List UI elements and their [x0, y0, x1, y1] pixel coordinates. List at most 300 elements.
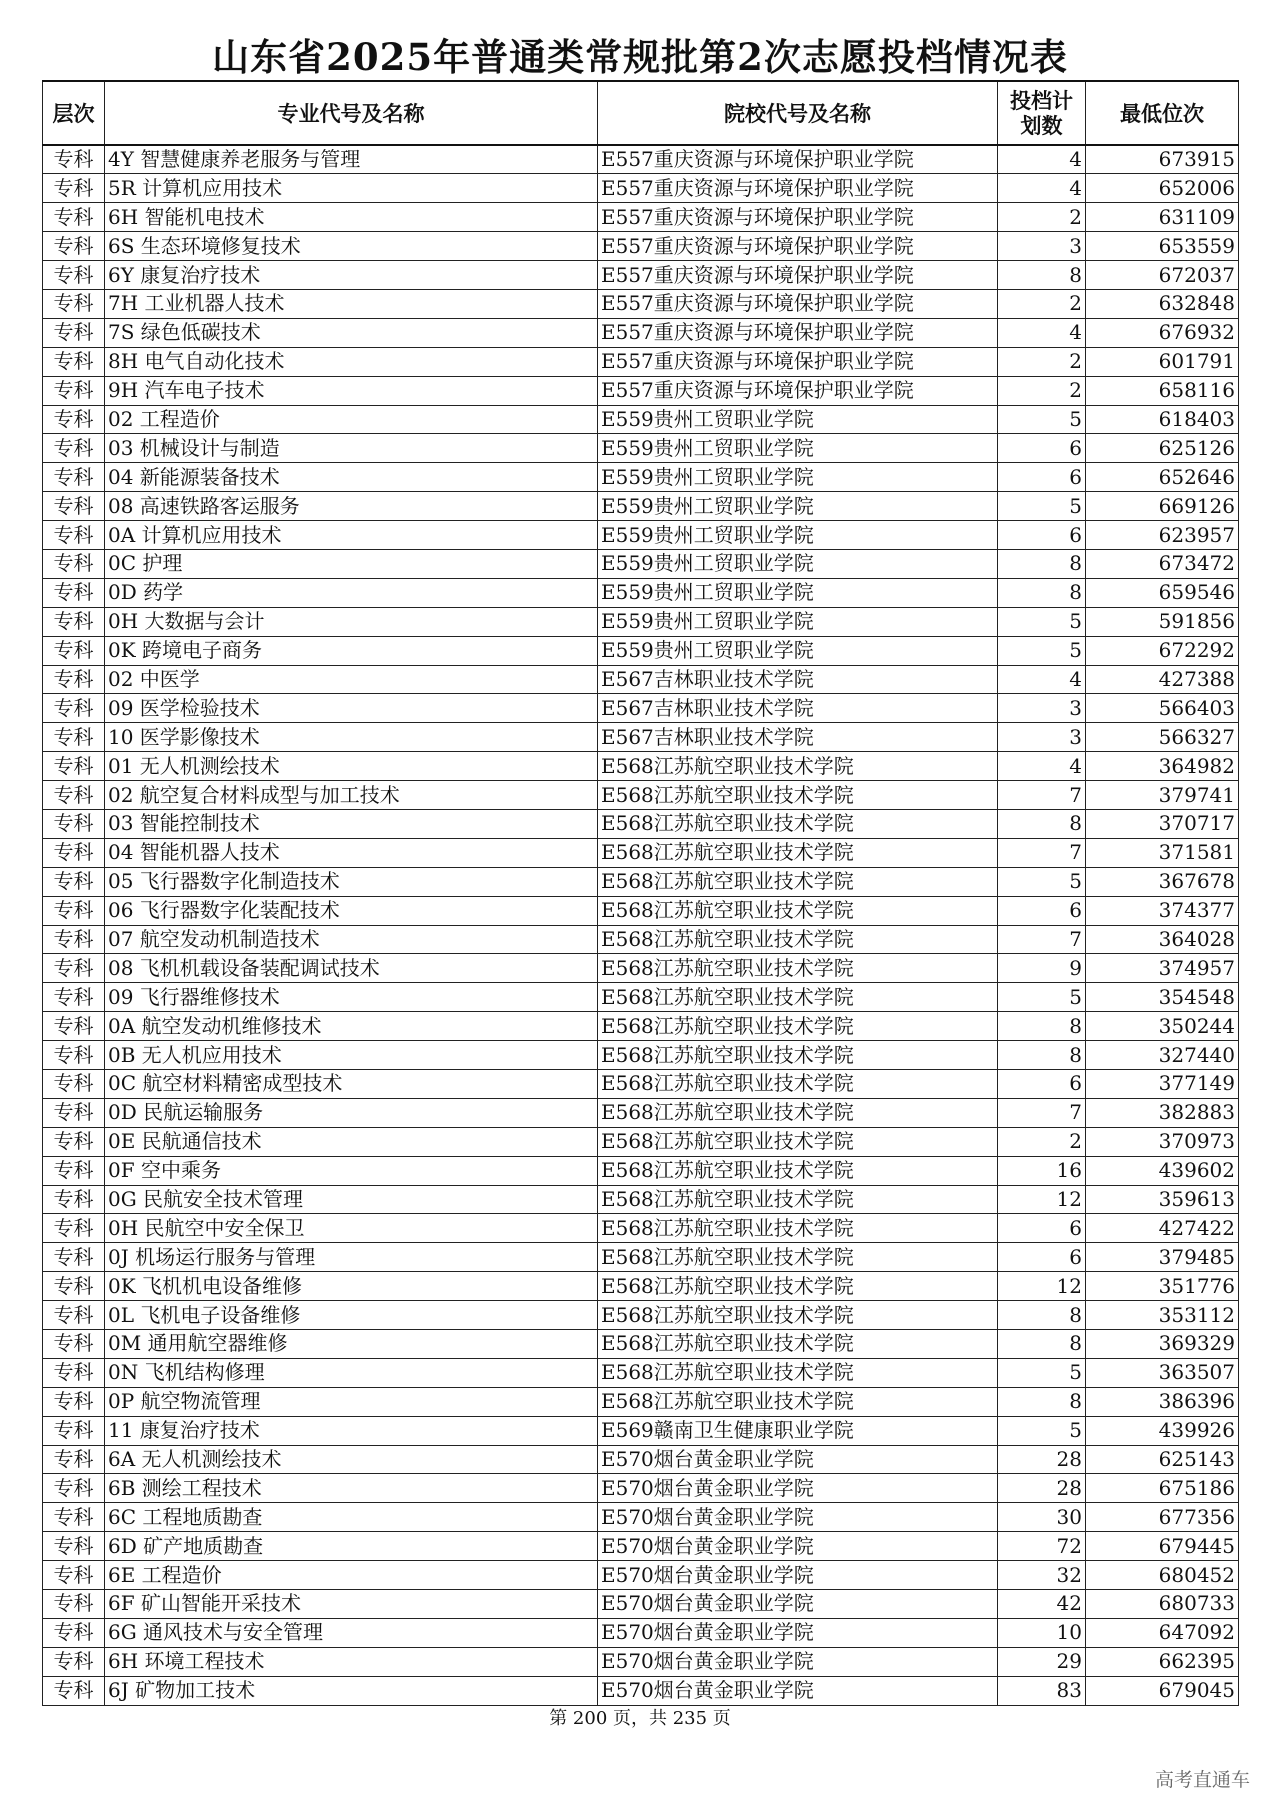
- cell-major: 09 飞行器维修技术: [105, 983, 598, 1012]
- cell-plan: 72: [998, 1532, 1086, 1561]
- cell-rank: 427422: [1086, 1214, 1239, 1243]
- cell-school: E559贵州工贸职业学院: [598, 636, 998, 665]
- cell-plan: 8: [998, 1301, 1086, 1330]
- cell-plan: 12: [998, 1272, 1086, 1301]
- cell-plan: 5: [998, 405, 1086, 434]
- cell-school: E567吉林职业技术学院: [598, 665, 998, 694]
- cell-rank: 673472: [1086, 549, 1239, 578]
- cell-plan: 8: [998, 578, 1086, 607]
- header-major: 专业代号及名称: [105, 81, 598, 145]
- cell-school: E568江苏航空职业技术学院: [598, 1387, 998, 1416]
- cell-level: 专科: [43, 925, 105, 954]
- cell-major: 6A 无人机测绘技术: [105, 1445, 598, 1474]
- cell-rank: 680733: [1086, 1590, 1239, 1619]
- cell-rank: 677356: [1086, 1503, 1239, 1532]
- header-level: 层次: [43, 81, 105, 145]
- cell-school: E568江苏航空职业技术学院: [598, 1272, 998, 1301]
- cell-major: 04 智能机器人技术: [105, 838, 598, 867]
- table-row: [43, 549, 1239, 578]
- table-row: [43, 521, 1239, 550]
- table-row: [43, 1503, 1239, 1532]
- cell-rank: 371581: [1086, 838, 1239, 867]
- cell-school: E568江苏航空职业技术学院: [598, 1214, 998, 1243]
- cell-level: 专科: [43, 896, 105, 925]
- cell-plan: 8: [998, 1041, 1086, 1070]
- cell-level: 专科: [43, 1272, 105, 1301]
- cell-level: 专科: [43, 1416, 105, 1445]
- cell-major: 7S 绿色低碳技术: [105, 318, 598, 347]
- table-row: [43, 1416, 1239, 1445]
- cell-school: E568江苏航空职业技术学院: [598, 1070, 998, 1099]
- cell-level: 专科: [43, 434, 105, 463]
- cell-rank: 359613: [1086, 1185, 1239, 1214]
- table-row: [43, 636, 1239, 665]
- cell-major: 01 无人机测绘技术: [105, 752, 598, 781]
- table-row: [43, 1272, 1239, 1301]
- cell-plan: 6: [998, 1070, 1086, 1099]
- cell-major: 4Y 智慧健康养老服务与管理: [105, 145, 598, 174]
- cell-rank: 566327: [1086, 723, 1239, 752]
- cell-major: 03 机械设计与制造: [105, 434, 598, 463]
- cell-plan: 4: [998, 665, 1086, 694]
- cell-major: 0L 飞机电子设备维修: [105, 1301, 598, 1330]
- cell-level: 专科: [43, 145, 105, 174]
- cell-plan: 3: [998, 694, 1086, 723]
- cell-school: E570烟台黄金职业学院: [598, 1676, 998, 1705]
- cell-level: 专科: [43, 578, 105, 607]
- cell-school: E568江苏航空职业技术学院: [598, 1358, 998, 1387]
- table-row: [43, 1012, 1239, 1041]
- cell-level: 专科: [43, 723, 105, 752]
- cell-school: E559贵州工贸职业学院: [598, 521, 998, 550]
- cell-major: 6B 测绘工程技术: [105, 1474, 598, 1503]
- cell-plan: 4: [998, 318, 1086, 347]
- cell-plan: 30: [998, 1503, 1086, 1532]
- cell-plan: 5: [998, 492, 1086, 521]
- cell-rank: 680452: [1086, 1561, 1239, 1590]
- cell-school: E559贵州工贸职业学院: [598, 607, 998, 636]
- cell-rank: 374377: [1086, 896, 1239, 925]
- cell-major: 5R 计算机应用技术: [105, 174, 598, 203]
- table-row: [43, 1243, 1239, 1272]
- cell-plan: 5: [998, 1358, 1086, 1387]
- cell-plan: 9: [998, 954, 1086, 983]
- cell-major: 6E 工程造价: [105, 1561, 598, 1590]
- cell-level: 专科: [43, 203, 105, 232]
- cell-level: 专科: [43, 607, 105, 636]
- cell-school: E557重庆资源与环境保护职业学院: [598, 145, 998, 174]
- cell-plan: 3: [998, 232, 1086, 261]
- cell-rank: 652646: [1086, 463, 1239, 492]
- cell-school: E570烟台黄金职业学院: [598, 1445, 998, 1474]
- cell-major: 02 中医学: [105, 665, 598, 694]
- cell-major: 08 高速铁路客运服务: [105, 492, 598, 521]
- cell-rank: 625143: [1086, 1445, 1239, 1474]
- cell-level: 专科: [43, 1098, 105, 1127]
- cell-rank: 672292: [1086, 636, 1239, 665]
- table-row: [43, 1185, 1239, 1214]
- cell-major: 6H 环境工程技术: [105, 1647, 598, 1676]
- cell-major: 0E 民航通信技术: [105, 1127, 598, 1156]
- table-row: [43, 289, 1239, 318]
- cell-plan: 32: [998, 1561, 1086, 1590]
- cell-major: 0D 民航运输服务: [105, 1098, 598, 1127]
- cell-rank: 353112: [1086, 1301, 1239, 1330]
- table-row: [43, 1358, 1239, 1387]
- cell-plan: 6: [998, 896, 1086, 925]
- table-row: [43, 1127, 1239, 1156]
- cell-school: E570烟台黄金职业学院: [598, 1561, 998, 1590]
- cell-level: 专科: [43, 318, 105, 347]
- cell-level: 专科: [43, 1041, 105, 1070]
- cell-plan: 8: [998, 809, 1086, 838]
- cell-plan: 28: [998, 1474, 1086, 1503]
- cell-rank: 566403: [1086, 694, 1239, 723]
- cell-level: 专科: [43, 867, 105, 896]
- cell-level: 专科: [43, 1590, 105, 1619]
- cell-level: 专科: [43, 1070, 105, 1099]
- cell-rank: 370973: [1086, 1127, 1239, 1156]
- cell-major: 05 飞行器数字化制造技术: [105, 867, 598, 896]
- table-row: [43, 578, 1239, 607]
- cell-school: E567吉林职业技术学院: [598, 723, 998, 752]
- cell-rank: 363507: [1086, 1358, 1239, 1387]
- table-row: [43, 434, 1239, 463]
- cell-rank: 374957: [1086, 954, 1239, 983]
- cell-plan: 6: [998, 1243, 1086, 1272]
- cell-plan: 10: [998, 1618, 1086, 1647]
- cell-level: 专科: [43, 1618, 105, 1647]
- cell-level: 专科: [43, 838, 105, 867]
- cell-rank: 364982: [1086, 752, 1239, 781]
- cell-plan: 8: [998, 549, 1086, 578]
- cell-major: 08 飞机机载设备装配调试技术: [105, 954, 598, 983]
- cell-school: E568江苏航空职业技术学院: [598, 896, 998, 925]
- cell-plan: 4: [998, 174, 1086, 203]
- table-row: [43, 463, 1239, 492]
- cell-level: 专科: [43, 1647, 105, 1676]
- table-row: [43, 261, 1239, 290]
- cell-major: 0P 航空物流管理: [105, 1387, 598, 1416]
- cell-level: 专科: [43, 1156, 105, 1185]
- cell-major: 0H 民航空中安全保卫: [105, 1214, 598, 1243]
- cell-rank: 367678: [1086, 867, 1239, 896]
- table-row: [43, 1098, 1239, 1127]
- cell-plan: 6: [998, 1214, 1086, 1243]
- cell-plan: 29: [998, 1647, 1086, 1676]
- cell-plan: 2: [998, 203, 1086, 232]
- table-row: [43, 1561, 1239, 1590]
- table-row: [43, 1445, 1239, 1474]
- cell-level: 专科: [43, 347, 105, 376]
- table-row: [43, 607, 1239, 636]
- cell-level: 专科: [43, 1474, 105, 1503]
- cell-rank: 351776: [1086, 1272, 1239, 1301]
- cell-rank: 439602: [1086, 1156, 1239, 1185]
- cell-rank: 676932: [1086, 318, 1239, 347]
- cell-major: 0A 计算机应用技术: [105, 521, 598, 550]
- cell-major: 0D 药学: [105, 578, 598, 607]
- cell-school: E559贵州工贸职业学院: [598, 492, 998, 521]
- table-row: [43, 376, 1239, 405]
- cell-school: E557重庆资源与环境保护职业学院: [598, 174, 998, 203]
- table-header-row: [43, 81, 1239, 145]
- cell-rank: 327440: [1086, 1041, 1239, 1070]
- cell-major: 0A 航空发动机维修技术: [105, 1012, 598, 1041]
- table-row: [43, 1041, 1239, 1070]
- table-row: [43, 203, 1239, 232]
- cell-plan: 12: [998, 1185, 1086, 1214]
- cell-school: E568江苏航空职业技术学院: [598, 1330, 998, 1359]
- cell-plan: 2: [998, 289, 1086, 318]
- cell-major: 6F 矿山智能开采技术: [105, 1590, 598, 1619]
- cell-level: 专科: [43, 1214, 105, 1243]
- cell-plan: 2: [998, 1127, 1086, 1156]
- cell-plan: 28: [998, 1445, 1086, 1474]
- cell-level: 专科: [43, 752, 105, 781]
- cell-rank: 673915: [1086, 145, 1239, 174]
- cell-school: E570烟台黄金职业学院: [598, 1618, 998, 1647]
- table-row: [43, 1156, 1239, 1185]
- cell-school: E568江苏航空职业技术学院: [598, 838, 998, 867]
- cell-major: 0C 护理: [105, 549, 598, 578]
- cell-level: 专科: [43, 665, 105, 694]
- cell-school: E567吉林职业技术学院: [598, 694, 998, 723]
- page-number: 第 200 页，共 235 页: [549, 1708, 731, 1729]
- table-row: [43, 145, 1239, 174]
- cell-rank: 679445: [1086, 1532, 1239, 1561]
- cell-rank: 591856: [1086, 607, 1239, 636]
- cell-plan: 8: [998, 1012, 1086, 1041]
- cell-school: E568江苏航空职业技术学院: [598, 1156, 998, 1185]
- table-row: [43, 1590, 1239, 1619]
- cell-major: 6G 通风技术与安全管理: [105, 1618, 598, 1647]
- cell-rank: 672037: [1086, 261, 1239, 290]
- cell-school: E568江苏航空职业技术学院: [598, 781, 998, 810]
- cell-school: E557重庆资源与环境保护职业学院: [598, 318, 998, 347]
- table-row: [43, 752, 1239, 781]
- cell-plan: 4: [998, 145, 1086, 174]
- cell-level: 专科: [43, 1330, 105, 1359]
- cell-school: E559贵州工贸职业学院: [598, 434, 998, 463]
- table-row: [43, 925, 1239, 954]
- cell-plan: 5: [998, 607, 1086, 636]
- cell-school: E557重庆资源与环境保护职业学院: [598, 261, 998, 290]
- cell-plan: 6: [998, 463, 1086, 492]
- cell-major: 03 智能控制技术: [105, 809, 598, 838]
- cell-school: E570烟台黄金职业学院: [598, 1503, 998, 1532]
- cell-major: 0N 飞机结构修理: [105, 1358, 598, 1387]
- cell-rank: 623957: [1086, 521, 1239, 550]
- cell-major: 6Y 康复治疗技术: [105, 261, 598, 290]
- cell-plan: 2: [998, 347, 1086, 376]
- cell-plan: 3: [998, 723, 1086, 752]
- table-row: [43, 781, 1239, 810]
- cell-rank: 386396: [1086, 1387, 1239, 1416]
- cell-rank: 364028: [1086, 925, 1239, 954]
- cell-major: 7H 工业机器人技术: [105, 289, 598, 318]
- table-row: [43, 896, 1239, 925]
- cell-level: 专科: [43, 781, 105, 810]
- cell-major: 0H 大数据与会计: [105, 607, 598, 636]
- cell-rank: 632848: [1086, 289, 1239, 318]
- cell-plan: 8: [998, 1330, 1086, 1359]
- cell-school: E570烟台黄金职业学院: [598, 1532, 998, 1561]
- cell-plan: 5: [998, 636, 1086, 665]
- cell-rank: 369329: [1086, 1330, 1239, 1359]
- table-row: [43, 1676, 1239, 1705]
- cell-rank: 679045: [1086, 1676, 1239, 1705]
- cell-plan: 42: [998, 1590, 1086, 1619]
- table-row: [43, 954, 1239, 983]
- cell-rank: 669126: [1086, 492, 1239, 521]
- cell-plan: 4: [998, 752, 1086, 781]
- cell-school: E568江苏航空职业技术学院: [598, 1098, 998, 1127]
- cell-level: 专科: [43, 174, 105, 203]
- cell-major: 0G 民航安全技术管理: [105, 1185, 598, 1214]
- cell-level: 专科: [43, 1243, 105, 1272]
- cell-school: E568江苏航空职业技术学院: [598, 1243, 998, 1272]
- cell-school: E570烟台黄金职业学院: [598, 1590, 998, 1619]
- cell-major: 02 工程造价: [105, 405, 598, 434]
- cell-rank: 659546: [1086, 578, 1239, 607]
- cell-level: 专科: [43, 1387, 105, 1416]
- cell-major: 6C 工程地质勘查: [105, 1503, 598, 1532]
- cell-level: 专科: [43, 809, 105, 838]
- cell-major: 6D 矿产地质勘查: [105, 1532, 598, 1561]
- cell-level: 专科: [43, 289, 105, 318]
- cell-school: E570烟台黄金职业学院: [598, 1474, 998, 1503]
- cell-level: 专科: [43, 1676, 105, 1705]
- cell-level: 专科: [43, 1561, 105, 1590]
- header-rank: 最低位次: [1086, 81, 1239, 145]
- cell-rank: 618403: [1086, 405, 1239, 434]
- cell-rank: 631109: [1086, 203, 1239, 232]
- cell-plan: 5: [998, 1416, 1086, 1445]
- table-row: [43, 318, 1239, 347]
- header-school: 院校代号及名称: [598, 81, 998, 145]
- cell-major: 0B 无人机应用技术: [105, 1041, 598, 1070]
- cell-plan: 7: [998, 1098, 1086, 1127]
- cell-plan: 5: [998, 867, 1086, 896]
- cell-level: 专科: [43, 1503, 105, 1532]
- table-row: [43, 1532, 1239, 1561]
- cell-plan: 7: [998, 925, 1086, 954]
- cell-school: E568江苏航空职业技术学院: [598, 867, 998, 896]
- cell-plan: 6: [998, 521, 1086, 550]
- cell-major: 10 医学影像技术: [105, 723, 598, 752]
- cell-school: E559贵州工贸职业学院: [598, 405, 998, 434]
- cell-school: E557重庆资源与环境保护职业学院: [598, 376, 998, 405]
- cell-major: 02 航空复合材料成型与加工技术: [105, 781, 598, 810]
- cell-school: E568江苏航空职业技术学院: [598, 1185, 998, 1214]
- table-row: [43, 1070, 1239, 1099]
- table-row: [43, 1301, 1239, 1330]
- cell-plan: 6: [998, 434, 1086, 463]
- cell-rank: 662395: [1086, 1647, 1239, 1676]
- table-row: [43, 232, 1239, 261]
- table-row: [43, 694, 1239, 723]
- cell-rank: 439926: [1086, 1416, 1239, 1445]
- cell-major: 0M 通用航空器维修: [105, 1330, 598, 1359]
- cell-major: 06 飞行器数字化装配技术: [105, 896, 598, 925]
- cell-level: 专科: [43, 549, 105, 578]
- cell-school: E559贵州工贸职业学院: [598, 463, 998, 492]
- table-row: [43, 809, 1239, 838]
- cell-rank: 647092: [1086, 1618, 1239, 1647]
- cell-school: E568江苏航空职业技术学院: [598, 1041, 998, 1070]
- table-row: [43, 174, 1239, 203]
- cell-school: E557重庆资源与环境保护职业学院: [598, 203, 998, 232]
- cell-major: 8H 电气自动化技术: [105, 347, 598, 376]
- table-row: [43, 1214, 1239, 1243]
- table-row: [43, 665, 1239, 694]
- cell-major: 0K 飞机机电设备维修: [105, 1272, 598, 1301]
- cell-plan: 5: [998, 983, 1086, 1012]
- table-row: [43, 983, 1239, 1012]
- cell-rank: 379485: [1086, 1243, 1239, 1272]
- cell-major: 0K 跨境电子商务: [105, 636, 598, 665]
- cell-school: E557重庆资源与环境保护职业学院: [598, 232, 998, 261]
- cell-major: 09 医学检验技术: [105, 694, 598, 723]
- table-row: [43, 347, 1239, 376]
- cell-school: E570烟台黄金职业学院: [598, 1647, 998, 1676]
- table-row: [43, 1618, 1239, 1647]
- cell-major: 04 新能源装备技术: [105, 463, 598, 492]
- cell-rank: 379741: [1086, 781, 1239, 810]
- cell-school: E557重庆资源与环境保护职业学院: [598, 347, 998, 376]
- table-row: [43, 838, 1239, 867]
- cell-rank: 652006: [1086, 174, 1239, 203]
- cell-level: 专科: [43, 1012, 105, 1041]
- table-row: [43, 1647, 1239, 1676]
- cell-rank: 675186: [1086, 1474, 1239, 1503]
- cell-school: E559贵州工贸职业学院: [598, 578, 998, 607]
- cell-level: 专科: [43, 983, 105, 1012]
- admission-table: [42, 80, 1239, 1706]
- cell-level: 专科: [43, 463, 105, 492]
- cell-rank: 370717: [1086, 809, 1239, 838]
- cell-major: 07 航空发动机制造技术: [105, 925, 598, 954]
- page-title: 山东省2025年普通类常规批第2次志愿投档情况表: [212, 35, 1068, 79]
- cell-major: 11 康复治疗技术: [105, 1416, 598, 1445]
- header-plan: 投档计划数: [998, 81, 1086, 145]
- table-row: [43, 1330, 1239, 1359]
- table-row: [43, 1387, 1239, 1416]
- cell-rank: 377149: [1086, 1070, 1239, 1099]
- cell-plan: 83: [998, 1676, 1086, 1705]
- cell-plan: 8: [998, 261, 1086, 290]
- cell-major: 0F 空中乘务: [105, 1156, 598, 1185]
- cell-level: 专科: [43, 1301, 105, 1330]
- cell-level: 专科: [43, 376, 105, 405]
- table-row: [43, 723, 1239, 752]
- cell-rank: 382883: [1086, 1098, 1239, 1127]
- cell-school: E557重庆资源与环境保护职业学院: [598, 289, 998, 318]
- cell-level: 专科: [43, 492, 105, 521]
- cell-level: 专科: [43, 1445, 105, 1474]
- cell-plan: 7: [998, 781, 1086, 810]
- cell-major: 0J 机场运行服务与管理: [105, 1243, 598, 1272]
- table-row: [43, 492, 1239, 521]
- cell-school: E568江苏航空职业技术学院: [598, 1127, 998, 1156]
- cell-school: E568江苏航空职业技术学院: [598, 954, 998, 983]
- cell-school: E559贵州工贸职业学院: [598, 549, 998, 578]
- cell-level: 专科: [43, 1185, 105, 1214]
- cell-school: E568江苏航空职业技术学院: [598, 1301, 998, 1330]
- table-row: [43, 1474, 1239, 1503]
- cell-rank: 427388: [1086, 665, 1239, 694]
